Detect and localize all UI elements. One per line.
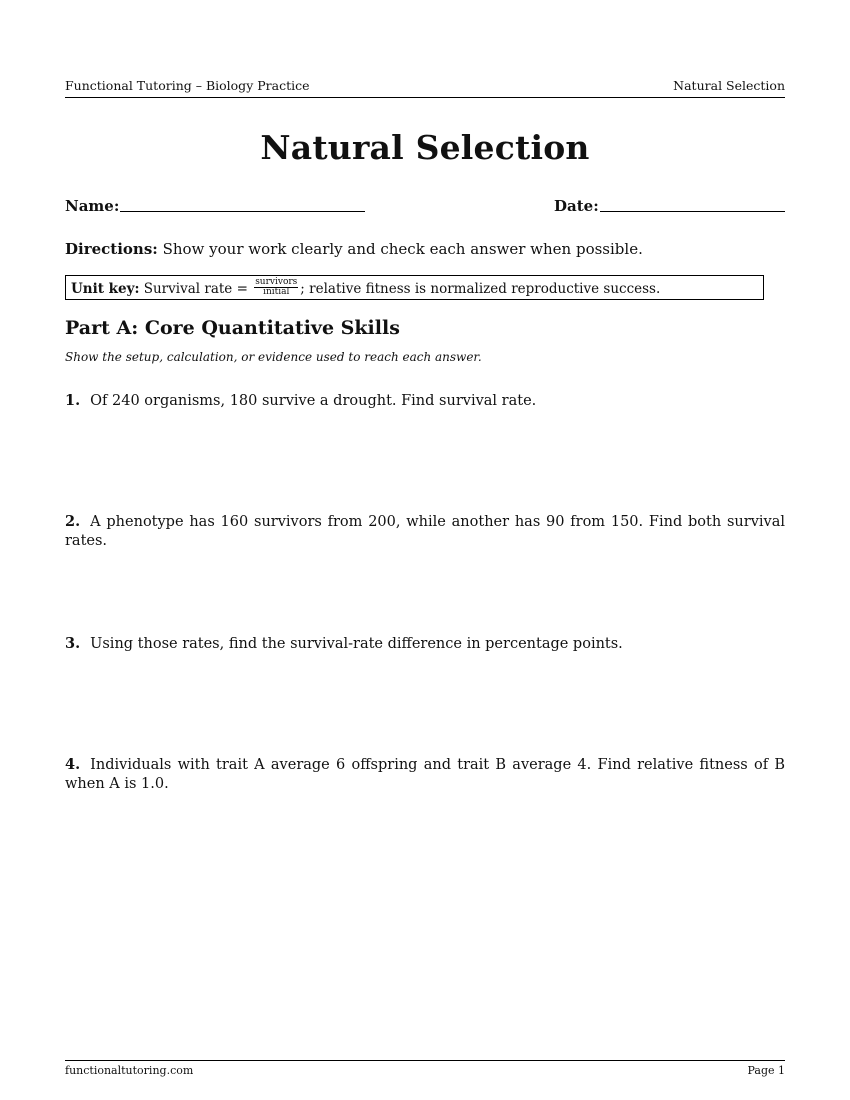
header-left: Functional Tutoring – Biology Practice — [65, 78, 310, 93]
question-1 — [65, 391, 785, 411]
question-text: Using those rates, find the survival-rate difference in percentage points. — [90, 636, 623, 652]
question-4 — [65, 755, 785, 794]
unit-key-text-before: Survival rate = — [143, 281, 248, 297]
fraction-numerator: survivors — [255, 277, 298, 287]
question-text: A phenotype has 160 survivors from 200, while another has 90 from 150. Find both survival rates. — [65, 514, 785, 549]
page-header — [65, 78, 785, 98]
question-number: 4. — [65, 756, 81, 773]
date-blank[interactable] — [600, 211, 785, 212]
name-blank[interactable] — [120, 211, 365, 212]
name-label: Name: — [65, 197, 120, 215]
question-3 — [65, 634, 785, 654]
unit-key-box — [65, 275, 764, 300]
question-text: Individuals with trait A average 6 offspring and trait B average 4. Find relative fitness of B when A is 1.0. — [65, 757, 785, 792]
date-label: Date: — [554, 197, 599, 215]
unit-key-text-after: ; relative fitness is normalized reproductive success. — [300, 281, 661, 297]
question-text: Of 240 organisms, 180 survive a drought. Find survival rate. — [90, 393, 537, 409]
directions-label: Directions: — [65, 240, 158, 258]
question-number: 3. — [65, 635, 81, 652]
unit-key-label: Unit key: — [71, 281, 140, 297]
page-footer — [65, 1060, 785, 1077]
question-number: 1. — [65, 392, 81, 409]
fraction-denominator: initial — [263, 287, 290, 297]
directions — [65, 240, 643, 258]
name-date-fields — [65, 197, 785, 217]
question-number: 2. — [65, 513, 81, 530]
page-title: Natural Selection — [260, 128, 590, 167]
directions-text: Show your work clearly and check each answer when possible. — [162, 240, 643, 258]
question-2 — [65, 512, 785, 551]
survival-rate-fraction — [254, 278, 298, 297]
header-right: Natural Selection — [673, 78, 785, 93]
footer-site: functionaltutoring.com — [65, 1064, 194, 1077]
footer-page-number: Page 1 — [747, 1064, 785, 1077]
part-a-title: Part A: Core Quantitative Skills — [65, 317, 400, 339]
part-a-subtitle: Show the setup, calculation, or evidence used to reach each answer. — [65, 350, 482, 364]
worksheet-page — [65, 0, 785, 1100]
